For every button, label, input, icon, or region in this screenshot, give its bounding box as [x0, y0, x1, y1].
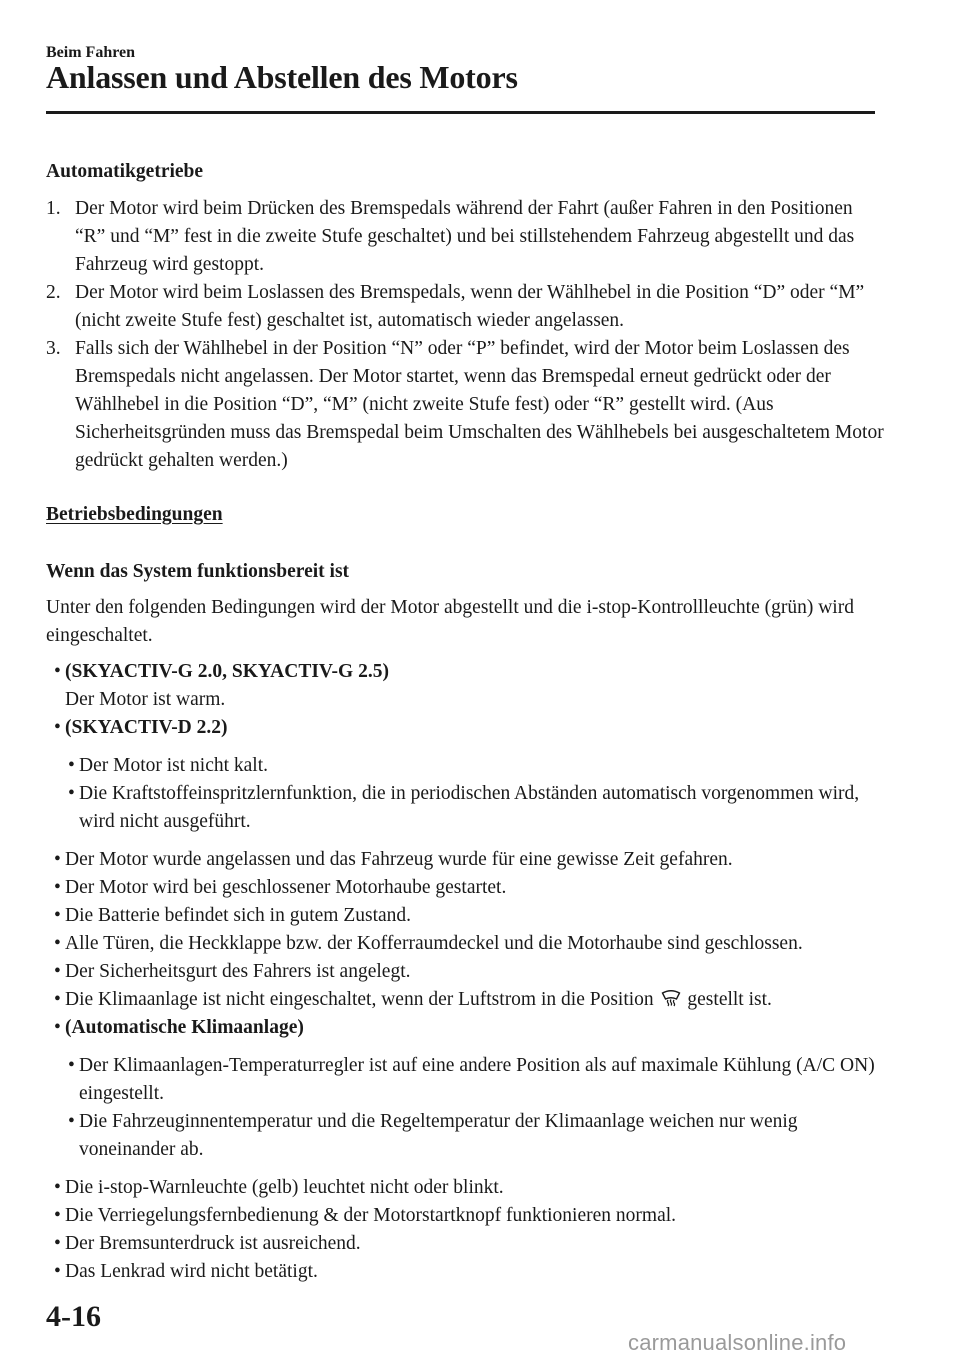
list-item [46, 930, 886, 958]
bullet: • [54, 661, 61, 682]
list-item [46, 986, 886, 1014]
step-text: Der Motor wird beim Loslassen des Bremspedals, wenn der Wählhebel in die Position “D” oder “M” (nicht zweite Stufe fest) geschaltet ist, automatisch wieder angelassen. [75, 282, 865, 331]
bullet: • [54, 877, 61, 898]
page-content [46, 158, 886, 1286]
bullet: • [68, 1111, 75, 1132]
list-item [46, 752, 886, 780]
engine-conditions-list [46, 658, 886, 742]
auto-climate-conditions-list [46, 1052, 886, 1164]
list-item-text: Der Klimaanlagen-Temperaturregler ist auf eine andere Position als auf maximale Kühlung (A/C ON) eingestellt. [79, 1055, 875, 1104]
bullet: • [68, 755, 75, 776]
list-item [46, 658, 886, 714]
bullet: • [54, 1261, 61, 1282]
list-item-text: Das Lenkrad wird nicht betätigt. [65, 1261, 318, 1282]
step-item [46, 279, 886, 335]
list-item-text: Der Motor ist nicht kalt. [79, 755, 269, 776]
step-text: Falls sich der Wählhebel in der Position “N” oder “P” befindet, wird der Motor beim Loslassen des Bremspedals nicht angelassen. Der Motor startet, wenn das Bremspedal erneut gedrückt oder der Wählhebel in die Position “D”, “M” (nicht zweite Stufe fest) oder “R” gestellt wird. (Aus Sicherheitsgründen muss das Bremspedal beim Umschalten des Wählhebels bei ausgeschaltetem Motor gedrückt gehalten werden.) [75, 338, 884, 471]
list-item [46, 780, 886, 836]
step-number: 3. [46, 338, 61, 359]
list-item-text: Der Motor wurde angelassen und das Fahrzeug wurde für eine gewisse Zeit gefahren. [65, 849, 733, 870]
diesel-engine-label: (SKYACTIV-D 2.2) [65, 717, 228, 738]
list-item [46, 1108, 886, 1164]
bullet: • [68, 1055, 75, 1076]
petrol-engine-label: (SKYACTIV-G 2.0, SKYACTIV-G 2.5) [65, 661, 389, 682]
bullet: • [54, 717, 61, 738]
list-item-text: Alle Türen, die Heckklappe bzw. der Kofferraumdeckel und die Motorhaube sind geschlossen. [65, 933, 803, 954]
section-label: Beim Fahren [46, 44, 136, 61]
list-item-text: Der Motor wird bei geschlossener Motorhaube gestartet. [65, 877, 507, 898]
windshield-defroster-icon [661, 989, 681, 1007]
conditions-intro: Unter den folgenden Bedingungen wird der Motor abgestellt und die i-stop-Kontrollleuchte (grün) wird eingeschaltet. [46, 597, 854, 646]
list-item-text: Die Batterie befindet sich in gutem Zustand. [65, 905, 412, 926]
bullet: • [54, 1017, 61, 1038]
conditions-heading: Betriebsbedingungen [46, 504, 223, 525]
bullet: • [54, 1177, 61, 1198]
list-item [46, 958, 886, 986]
list-item [46, 1202, 886, 1230]
list-item-text: Die Verriegelungsfernbedienung & der Motorstartknopf funktionieren normal. [65, 1205, 677, 1226]
bullet: • [54, 849, 61, 870]
bullet: • [54, 961, 61, 982]
auto-climate-label: (Automatische Klimaanlage) [65, 1017, 304, 1038]
list-item-text: Die Fahrzeuginnentemperatur und die Regeltemperatur der Klimaanlage weichen nur wenig voneinander ab. [79, 1111, 798, 1160]
automatic-heading: Automatikgetriebe [46, 161, 204, 182]
chapter-title: Anlassen und Abstellen des Motors [46, 59, 518, 95]
header-rule [46, 111, 875, 114]
watermark: carmanualsonline.info [628, 1330, 847, 1355]
list-item [46, 1014, 886, 1042]
bullet: • [54, 933, 61, 954]
list-item [46, 714, 886, 742]
list-item [46, 1174, 886, 1202]
list-item [46, 846, 886, 874]
bullet: • [54, 989, 61, 1010]
list-item-text: Die Kraftstoffeinspritzlernfunktion, die in periodischen Abständen automatisch vorgenommen wird, wird nicht ausgeführt. [79, 783, 860, 832]
final-conditions-list [46, 1174, 886, 1286]
step-item [46, 195, 886, 279]
step-item [46, 335, 886, 475]
list-item-text: Der Sicherheitsgurt des Fahrers ist angelegt. [65, 961, 411, 982]
bullet: • [68, 783, 75, 804]
list-item [46, 902, 886, 930]
climate-text-after: gestellt ist. [687, 989, 772, 1010]
bullet: • [54, 905, 61, 926]
diesel-conditions-list [46, 752, 886, 836]
list-item [46, 1230, 886, 1258]
step-number: 2. [46, 282, 61, 303]
climate-text-before: Die Klimaanlage ist nicht eingeschaltet, wenn der Luftstrom in die Position [65, 989, 654, 1010]
conditions-subheading: Wenn das System funktionsbereit ist [46, 561, 350, 582]
bullet: • [54, 1233, 61, 1254]
list-item [46, 874, 886, 902]
step-text: Der Motor wird beim Drücken des Bremspedals während der Fahrt (außer Fahren in den Positionen “R” und “M” fest in die zweite Stufe geschaltet) und bei stillstehendem Fahrzeug abgestellt und das Fahrzeug wird gestoppt. [75, 198, 855, 275]
bullet: • [54, 1205, 61, 1226]
page-number: 4-16 [46, 1300, 101, 1333]
petrol-engine-text: Der Motor ist warm. [65, 689, 226, 710]
general-conditions-list [46, 846, 886, 1042]
list-item-text: Der Bremsunterdruck ist ausreichend. [65, 1233, 361, 1254]
step-number: 1. [46, 198, 61, 219]
list-item [46, 1052, 886, 1108]
automatic-steps [46, 195, 886, 475]
list-item-text: Die i-stop-Warnleuchte (gelb) leuchtet nicht oder blinkt. [65, 1177, 504, 1198]
list-item [46, 1258, 886, 1286]
